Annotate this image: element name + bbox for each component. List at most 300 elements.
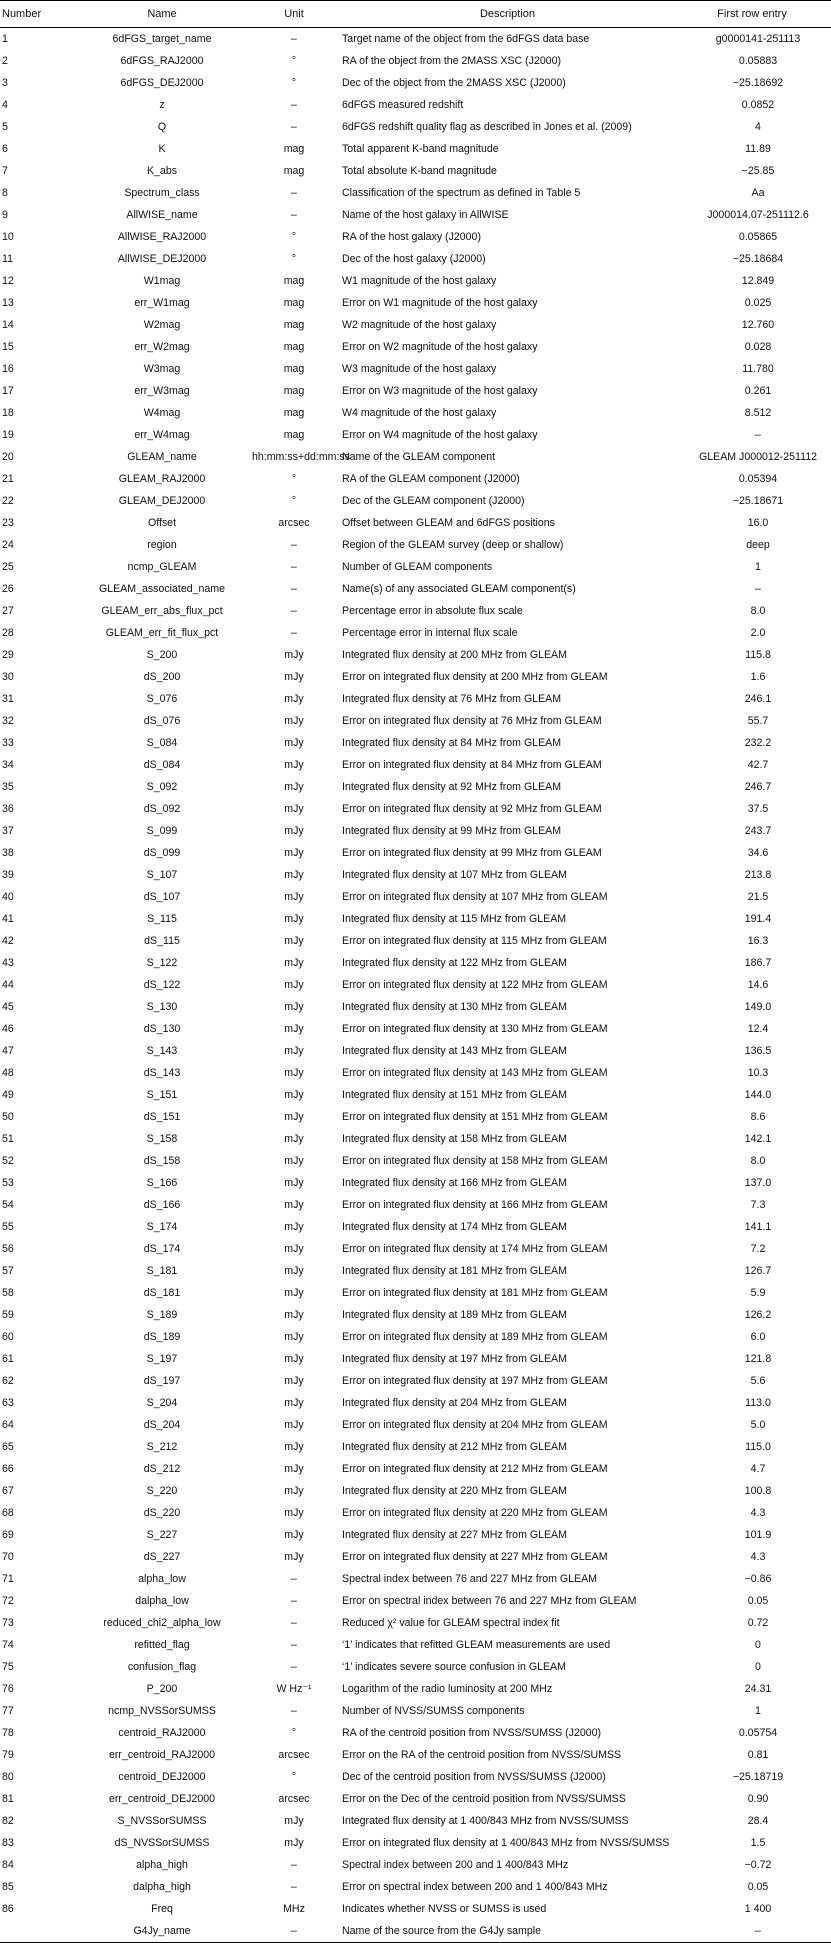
cell-description: RA of the object from the 2MASS XSC (J2000) — [342, 55, 562, 67]
cell-number: 46 — [2, 1023, 14, 1035]
cell-name: dS_099 — [143, 847, 181, 859]
cell-description: Error on the Dec of the centroid position from NVSS/SUMSS — [342, 1793, 626, 1805]
cell-first-row-entry: 4 — [755, 121, 761, 133]
cell-first-row-entry: deep — [746, 539, 770, 551]
cell-name: S_166 — [146, 1177, 178, 1189]
cell-first-row-entry: 0.261 — [744, 385, 772, 397]
cell-number: 4 — [2, 99, 8, 111]
cell-first-row-entry: 246.7 — [744, 781, 772, 793]
cell-first-row-entry: 7.3 — [750, 1199, 766, 1211]
header-name: Name — [147, 8, 177, 20]
table-row — [0, 28, 831, 50]
cell-name: err_W2mag — [134, 341, 190, 353]
cell-number: 53 — [2, 1177, 14, 1189]
cell-name: W4mag — [143, 407, 181, 419]
cell-name: GLEAM_associated_name — [98, 583, 226, 595]
cell-description: Integrated flux density at 166 MHz from GLEAM — [342, 1177, 567, 1189]
table-row — [0, 644, 831, 666]
cell-first-row-entry: 8.512 — [744, 407, 772, 419]
cell-name: alpha_high — [136, 1859, 188, 1871]
cell-unit: ° — [291, 473, 297, 485]
cell-number: 25 — [2, 561, 14, 573]
cell-name: S_143 — [146, 1045, 178, 1057]
table-row — [0, 1172, 831, 1194]
cell-name: err_centroid_RAJ2000 — [109, 1749, 215, 1761]
cell-name: dS_130 — [143, 1023, 181, 1035]
cell-name: Freq — [151, 1903, 173, 1915]
cell-number: 85 — [2, 1881, 14, 1893]
cell-unit: mJy — [284, 1419, 304, 1431]
table-row — [0, 292, 831, 314]
cell-first-row-entry: 213.8 — [744, 869, 772, 881]
cell-unit: mJy — [284, 1397, 304, 1409]
table-row — [0, 1502, 831, 1524]
cell-first-row-entry: 0.05394 — [738, 473, 778, 485]
cell-number: 50 — [2, 1111, 14, 1123]
cell-number: 29 — [2, 649, 14, 661]
cell-description: Integrated flux density at 130 MHz from GLEAM — [342, 1001, 567, 1013]
table-row — [0, 490, 831, 512]
cell-name: Offset — [147, 517, 177, 529]
table-row — [0, 1040, 831, 1062]
cell-first-row-entry: 0.90 — [747, 1793, 769, 1805]
table-row — [0, 1612, 831, 1634]
cell-unit: mJy — [284, 1551, 304, 1563]
cell-name: ncmp_NVSSorSUMSS — [108, 1705, 216, 1717]
cell-unit: – — [291, 583, 297, 595]
cell-description: Error on integrated flux density at 158 MHz from GLEAM — [342, 1155, 608, 1167]
cell-first-row-entry: 1 400 — [744, 1903, 772, 1915]
cell-first-row-entry: 101.9 — [744, 1529, 772, 1541]
cell-unit: mJy — [284, 1111, 304, 1123]
cell-unit: mJy — [284, 1837, 304, 1849]
cell-unit: mJy — [284, 1023, 304, 1035]
cell-unit: mJy — [284, 957, 304, 969]
table-row — [0, 446, 831, 468]
cell-first-row-entry: 126.7 — [744, 1265, 772, 1277]
cell-name: G4Jy_name — [133, 1925, 191, 1937]
cell-first-row-entry: 1 — [755, 1705, 761, 1717]
table-row — [0, 182, 831, 204]
cell-number: 10 — [2, 231, 14, 243]
cell-description: Error on integrated flux density at 130 MHz from GLEAM — [342, 1023, 608, 1035]
table-row — [0, 1722, 831, 1744]
cell-unit: mJy — [284, 1529, 304, 1541]
cell-unit: ° — [291, 1771, 297, 1783]
table-row — [0, 270, 831, 292]
table-row — [0, 226, 831, 248]
cell-number: 31 — [2, 693, 14, 705]
cell-first-row-entry: −25.18692 — [732, 77, 784, 89]
cell-name: centroid_DEJ2000 — [118, 1771, 206, 1783]
cell-description: Error on integrated flux density at 122 MHz from GLEAM — [342, 979, 608, 991]
cell-description: Integrated flux density at 174 MHz from GLEAM — [342, 1221, 567, 1233]
table-row — [0, 732, 831, 754]
table-row — [0, 1326, 831, 1348]
cell-number: 45 — [2, 1001, 14, 1013]
cell-first-row-entry: 8.6 — [750, 1111, 766, 1123]
cell-unit: mJy — [284, 913, 304, 925]
table-row — [0, 1810, 831, 1832]
cell-name: dS_107 — [143, 891, 181, 903]
cell-number: 5 — [2, 121, 8, 133]
cell-first-row-entry: 144.0 — [744, 1089, 772, 1101]
table-row — [0, 314, 831, 336]
cell-description: Dec of the GLEAM component (J2000) — [342, 495, 525, 507]
cell-name: dS_NVSSorSUMSS — [114, 1837, 210, 1849]
cell-name: err_W1mag — [134, 297, 190, 309]
cell-unit: mJy — [284, 1155, 304, 1167]
cell-first-row-entry: −25.18671 — [732, 495, 784, 507]
cell-number: 68 — [2, 1507, 14, 1519]
cell-name: S_158 — [146, 1133, 178, 1145]
cell-unit: mJy — [284, 1463, 304, 1475]
cell-unit: mJy — [284, 869, 304, 881]
cell-first-row-entry: 141.1 — [744, 1221, 772, 1233]
cell-number: 48 — [2, 1067, 14, 1079]
table-row — [0, 1832, 831, 1854]
cell-description: Error on integrated flux density at 227 MHz from GLEAM — [342, 1551, 608, 1563]
table-row — [0, 1436, 831, 1458]
header-description: Description — [479, 8, 536, 20]
table-row — [0, 1128, 831, 1150]
cell-unit: – — [291, 561, 297, 573]
cell-description: Logarithm of the radio luminosity at 200 MHz — [342, 1683, 553, 1695]
cell-first-row-entry: 7.2 — [750, 1243, 766, 1255]
cell-unit: mag — [283, 275, 305, 287]
cell-first-row-entry: 0.05883 — [738, 55, 778, 67]
cell-number: 79 — [2, 1749, 14, 1761]
table-row — [0, 1348, 831, 1370]
cell-description: Percentage error in internal flux scale — [342, 627, 518, 639]
cell-first-row-entry: – — [755, 429, 761, 441]
cell-first-row-entry: GLEAM J000012-251112 — [699, 451, 817, 463]
cell-first-row-entry: −25.18719 — [732, 1771, 784, 1783]
cell-first-row-entry: 243.7 — [744, 825, 772, 837]
cell-first-row-entry: 4.3 — [750, 1507, 766, 1519]
table-row — [0, 72, 831, 94]
cell-number: 52 — [2, 1155, 14, 1167]
table-row — [0, 1260, 831, 1282]
cell-name: err_W4mag — [134, 429, 190, 441]
cell-name: dS_122 — [143, 979, 181, 991]
cell-name: dS_200 — [143, 671, 181, 683]
cell-name: K — [158, 143, 166, 155]
cell-unit: mJy — [284, 1199, 304, 1211]
cell-unit: mJy — [284, 935, 304, 947]
cell-name: S_130 — [146, 1001, 178, 1013]
table-row — [0, 1150, 831, 1172]
cell-name: dS_181 — [143, 1287, 181, 1299]
cell-unit: mag — [283, 341, 305, 353]
cell-unit: mJy — [284, 1331, 304, 1343]
cell-unit: mJy — [284, 1309, 304, 1321]
cell-number: 19 — [2, 429, 14, 441]
cell-unit: mJy — [284, 737, 304, 749]
cell-first-row-entry: 4.7 — [750, 1463, 766, 1475]
cell-description: Integrated flux density at 204 MHz from GLEAM — [342, 1397, 567, 1409]
cell-unit: mJy — [284, 1045, 304, 1057]
cell-description: Error on integrated flux density at 84 MHz from GLEAM — [342, 759, 602, 771]
cell-name: S_122 — [146, 957, 178, 969]
cell-first-row-entry: 232.2 — [744, 737, 772, 749]
table-row — [0, 50, 831, 72]
cell-unit: – — [291, 1661, 297, 1673]
cell-number: 35 — [2, 781, 14, 793]
cell-first-row-entry: 34.6 — [747, 847, 769, 859]
cell-first-row-entry: −0.86 — [744, 1573, 772, 1585]
table-row — [0, 1238, 831, 1260]
cell-number: 33 — [2, 737, 14, 749]
table-row — [0, 842, 831, 864]
cell-first-row-entry: 186.7 — [744, 957, 772, 969]
cell-description: Error on integrated flux density at 99 MHz from GLEAM — [342, 847, 602, 859]
cell-number: 81 — [2, 1793, 14, 1805]
cell-name: S_197 — [146, 1353, 178, 1365]
cell-description: Integrated flux density at 122 MHz from GLEAM — [342, 957, 567, 969]
table-row — [0, 1370, 831, 1392]
cell-number: 66 — [2, 1463, 14, 1475]
cell-number: 65 — [2, 1441, 14, 1453]
cell-first-row-entry: J000014.07-251112.6 — [707, 209, 809, 221]
cell-unit: mJy — [284, 979, 304, 991]
cell-unit: arcsec — [278, 1749, 310, 1761]
table-row — [0, 952, 831, 974]
table-row — [0, 116, 831, 138]
cell-description: Integrated flux density at 115 MHz from GLEAM — [342, 913, 567, 925]
cell-first-row-entry: 0.72 — [747, 1617, 769, 1629]
cell-name: S_151 — [146, 1089, 178, 1101]
table-row — [0, 820, 831, 842]
cell-unit: W Hz⁻¹ — [276, 1683, 312, 1695]
cell-name: confusion_flag — [127, 1661, 197, 1673]
cell-name: S_099 — [146, 825, 178, 837]
cell-number: 77 — [2, 1705, 14, 1717]
cell-description: Integrated flux density at 92 MHz from GLEAM — [342, 781, 562, 793]
cell-description: Error on integrated flux density at 1 400/843 MHz from NVSS/SUMSS — [342, 1837, 670, 1849]
cell-description: Name of the source from the G4Jy sample — [342, 1925, 542, 1937]
cell-first-row-entry: 24.31 — [744, 1683, 772, 1695]
header-first-row-entry: First row entry — [717, 8, 787, 20]
table-row — [0, 556, 831, 578]
cell-first-row-entry: – — [755, 1925, 761, 1937]
cell-unit: mJy — [284, 1089, 304, 1101]
cell-description: Integrated flux density at 84 MHz from GLEAM — [342, 737, 562, 749]
cell-number: 78 — [2, 1727, 14, 1739]
cell-first-row-entry: g0000141-251113 — [715, 33, 801, 45]
cell-number: 58 — [2, 1287, 14, 1299]
cell-name: dS_158 — [143, 1155, 181, 1167]
cell-description: Dec of the host galaxy (J2000) — [342, 253, 486, 265]
cell-description: Total apparent K-band magnitude — [342, 143, 499, 155]
cell-number: 1 — [2, 33, 8, 45]
table-row — [0, 138, 831, 160]
cell-unit: mag — [283, 363, 305, 375]
cell-unit: – — [291, 1881, 297, 1893]
cell-unit: – — [291, 187, 297, 199]
cell-unit: arcsec — [278, 517, 310, 529]
cell-name: AllWISE_name — [126, 209, 198, 221]
cell-name: z — [159, 99, 165, 111]
table-row — [0, 402, 831, 424]
cell-unit: mag — [283, 385, 305, 397]
table-row — [0, 1854, 831, 1876]
cell-number: 38 — [2, 847, 14, 859]
table-row — [0, 798, 831, 820]
table-row — [0, 1568, 831, 1590]
cell-name: 6dFGS_target_name — [112, 33, 212, 45]
cell-number: 42 — [2, 935, 14, 947]
cell-unit: ° — [291, 77, 297, 89]
cell-description: Error on W2 magnitude of the host galaxy — [342, 341, 538, 353]
cell-name: dalpha_high — [133, 1881, 191, 1893]
cell-name: dS_092 — [143, 803, 181, 815]
cell-number: 9 — [2, 209, 8, 221]
cell-unit: hh:mm:ss+dd:mm:ss — [252, 451, 351, 463]
cell-name: S_189 — [146, 1309, 178, 1321]
cell-description: W4 magnitude of the host galaxy — [342, 407, 497, 419]
table-row — [0, 1392, 831, 1414]
table-row — [0, 1194, 831, 1216]
cell-number: 83 — [2, 1837, 14, 1849]
cell-description: Error on integrated flux density at 212 MHz from GLEAM — [342, 1463, 608, 1475]
cell-first-row-entry: 11.780 — [742, 363, 774, 375]
cell-number: 8 — [2, 187, 8, 199]
cell-unit: mag — [283, 143, 305, 155]
cell-unit: mJy — [284, 715, 304, 727]
cell-name: S_084 — [146, 737, 178, 749]
cell-number: 54 — [2, 1199, 14, 1211]
cell-unit: mJy — [284, 1287, 304, 1299]
cell-unit: mJy — [284, 1221, 304, 1233]
table-row — [0, 1656, 831, 1678]
cell-unit: mJy — [284, 1001, 304, 1013]
cell-number: 40 — [2, 891, 14, 903]
table-row — [0, 1546, 831, 1568]
cell-first-row-entry: 10.3 — [747, 1067, 769, 1079]
cell-unit: ° — [291, 231, 297, 243]
cell-unit: arcsec — [278, 1793, 310, 1805]
cell-unit: – — [291, 209, 297, 221]
table-row — [0, 996, 831, 1018]
cell-number: 12 — [2, 275, 14, 287]
cell-unit: – — [291, 1705, 297, 1717]
cell-name: GLEAM_name — [127, 451, 197, 463]
cell-description: Integrated flux density at 158 MHz from GLEAM — [342, 1133, 567, 1145]
cell-unit: ° — [291, 253, 297, 265]
cell-unit: – — [291, 33, 297, 45]
cell-first-row-entry: 37.5 — [747, 803, 769, 815]
table-row — [0, 1282, 831, 1304]
cell-unit: mJy — [284, 1441, 304, 1453]
cell-description: Error on integrated flux density at 166 MHz from GLEAM — [342, 1199, 608, 1211]
cell-number: 16 — [2, 363, 14, 375]
cell-name: S_115 — [147, 913, 177, 925]
cell-first-row-entry: 0.028 — [744, 341, 772, 353]
cell-number: 13 — [2, 297, 14, 309]
cell-unit: mag — [283, 165, 305, 177]
cell-unit: mJy — [284, 1815, 304, 1827]
cell-number: 49 — [2, 1089, 14, 1101]
cell-description: Error on integrated flux density at 181 MHz from GLEAM — [342, 1287, 608, 1299]
cell-number: 28 — [2, 627, 14, 639]
table-row — [0, 336, 831, 358]
table-row — [0, 1524, 831, 1546]
cell-first-row-entry: 121.8 — [744, 1353, 772, 1365]
cell-description: Error on integrated flux density at 151 MHz from GLEAM — [342, 1111, 608, 1123]
cell-name: dS_115 — [144, 935, 180, 947]
table-row — [0, 578, 831, 600]
table-row — [0, 600, 831, 622]
cell-first-row-entry: −25.18684 — [732, 253, 784, 265]
cell-first-row-entry: 136.5 — [744, 1045, 772, 1057]
cell-number: 11 — [2, 253, 13, 265]
cell-name: P_200 — [146, 1683, 178, 1695]
cell-name: dS_227 — [143, 1551, 181, 1563]
cell-description: Integrated flux density at 143 MHz from GLEAM — [342, 1045, 567, 1057]
cell-number: 73 — [2, 1617, 14, 1629]
cell-number: 61 — [2, 1353, 14, 1365]
table-row — [0, 468, 831, 490]
cell-description: Indicates whether NVSS or SUMSS is used — [342, 1903, 547, 1915]
cell-name: GLEAM_err_fit_flux_pct — [105, 627, 219, 639]
cell-unit: ° — [291, 495, 297, 507]
cell-unit: mJy — [284, 891, 304, 903]
cell-number: 62 — [2, 1375, 14, 1387]
table-row — [0, 1920, 831, 1942]
table-row — [0, 754, 831, 776]
cell-description: Integrated flux density at 189 MHz from GLEAM — [342, 1309, 567, 1321]
cell-number: 47 — [2, 1045, 14, 1057]
cell-name: ncmp_GLEAM — [127, 561, 197, 573]
cell-description: Error on spectral index between 200 and 1 400/843 MHz — [342, 1881, 608, 1893]
cell-first-row-entry: – — [755, 583, 761, 595]
table-row — [0, 1414, 831, 1436]
cell-name: region — [147, 539, 177, 551]
cell-description: W1 magnitude of the host galaxy — [342, 275, 497, 287]
cell-name: S_076 — [146, 693, 178, 705]
cell-first-row-entry: 55.7 — [747, 715, 769, 727]
cell-name: S_227 — [146, 1529, 178, 1541]
cell-description: Error on integrated flux density at 220 MHz from GLEAM — [342, 1507, 608, 1519]
cell-unit: – — [291, 121, 297, 133]
table-row — [0, 534, 831, 556]
cell-description: Name of the host galaxy in AllWISE — [342, 209, 509, 221]
cell-number: 76 — [2, 1683, 14, 1695]
cell-first-row-entry: 42.7 — [747, 759, 769, 771]
cell-first-row-entry: 115.8 — [745, 649, 771, 661]
cell-first-row-entry: 142.1 — [744, 1133, 772, 1145]
cell-description: RA of the GLEAM component (J2000) — [342, 473, 520, 485]
table-row — [0, 1458, 831, 1480]
table-row — [0, 622, 831, 644]
cell-description: Error on integrated flux density at 204 MHz from GLEAM — [342, 1419, 608, 1431]
cell-number: 22 — [2, 495, 14, 507]
cell-description: Integrated flux density at 181 MHz from GLEAM — [342, 1265, 567, 1277]
cell-name: refitted_flag — [134, 1639, 190, 1651]
cell-name: err_W3mag — [134, 385, 190, 397]
cell-number: 71 — [2, 1573, 14, 1585]
cell-description: Integrated flux density at 107 MHz from GLEAM — [342, 869, 567, 881]
cell-number: 59 — [2, 1309, 14, 1321]
cell-number: 75 — [2, 1661, 14, 1673]
cell-first-row-entry: 8.0 — [750, 605, 766, 617]
cell-description: ‘1’ indicates severe source confusion in GLEAM — [342, 1661, 566, 1673]
table-row — [0, 380, 831, 402]
cell-number: 69 — [2, 1529, 14, 1541]
cell-number: 72 — [2, 1595, 14, 1607]
cell-number: 82 — [2, 1815, 14, 1827]
